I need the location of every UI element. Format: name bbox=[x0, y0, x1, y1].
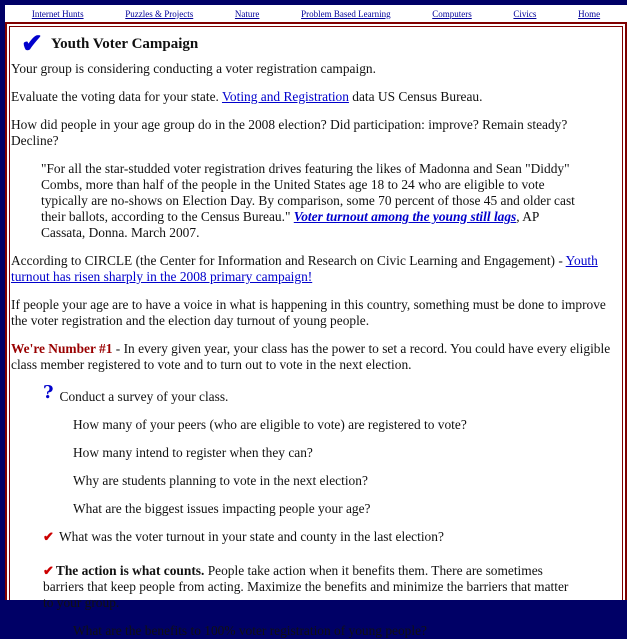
circle-text: According to CIRCLE (the Center for Information and Research on Civic Learning and Engagement) - bbox=[11, 253, 566, 268]
survey-question: How many of your peers (who are eligible to vote) are registered to vote? bbox=[73, 417, 616, 433]
turnout-item bbox=[43, 529, 616, 545]
quote-citation: , AP Cassata, Donna. March 2007. bbox=[41, 209, 539, 240]
voter-turnout-article-link[interactable]: Voter turnout among the young still lags bbox=[294, 209, 517, 224]
content-box bbox=[5, 22, 627, 600]
nav-internet-hunts[interactable]: Internet Hunts bbox=[32, 9, 84, 19]
action-text: People take action when it benefits them. There are sometimes barriers that keep people from acting. Maximize the benefits and minimize the barriers that matter to your group. bbox=[43, 563, 568, 610]
check-icon: ✔ bbox=[15, 31, 49, 57]
content-inner bbox=[9, 26, 623, 600]
action-bold: The action is what counts. bbox=[56, 563, 204, 578]
voting-registration-link[interactable]: Voting and Registration bbox=[222, 89, 349, 104]
evaluate-paragraph bbox=[11, 89, 616, 105]
quote-block bbox=[41, 161, 586, 241]
nav-home[interactable]: Home bbox=[578, 9, 600, 19]
number-one-text: - In every given year, your class has the power to set a record. You could have every eligible class member registered to vote and to turn out to vote in the next election. bbox=[11, 341, 610, 372]
red-check-icon: ✔ bbox=[43, 563, 54, 578]
top-nav bbox=[5, 5, 627, 22]
nav-civics[interactable]: Civics bbox=[513, 9, 536, 19]
number-one-label: We're Number #1 bbox=[11, 341, 112, 356]
youth-turnout-link[interactable]: Youth turnout has risen sharply in the 2008 primary campaign! bbox=[11, 253, 598, 284]
circle-paragraph bbox=[11, 253, 616, 285]
voice-text: If people your age are to have a voice in what is happening in this country, something must be done to improve the voter registration and the election day turnout of young people. bbox=[11, 297, 616, 329]
action-item bbox=[43, 563, 576, 611]
nav-problem-based-learning[interactable]: Problem Based Learning bbox=[301, 9, 390, 19]
survey-label: Conduct a survey of your class. bbox=[60, 385, 229, 405]
page-frame bbox=[5, 5, 627, 600]
number-one-paragraph bbox=[11, 341, 616, 373]
turnout-text: What was the voter turnout in your state and county in the last election? bbox=[59, 529, 444, 544]
survey-question: How many intend to register when they can? bbox=[73, 445, 616, 461]
page-title: Youth Voter Campaign bbox=[51, 36, 198, 52]
intro-text: Your group is considering conducting a voter registration campaign. bbox=[11, 61, 616, 77]
survey-question: What are the biggest issues impacting people your age? bbox=[73, 501, 616, 517]
quote-text: "For all the star-studded voter registration drives featuring the likes of Madonna and Sean "Diddy" Combs, more than half of the people in the United States age 18 to 24 who are eligible to vote typically are no-shows on Election Day. By comparison, some 70 percent of those 45 and older cast their ballots, according to the Census Bureau." bbox=[41, 161, 575, 224]
nav-nature[interactable]: Nature bbox=[235, 9, 260, 19]
title-row bbox=[11, 27, 616, 61]
evaluate-text-after: data US Census Bureau. bbox=[349, 89, 483, 104]
nav-puzzles-projects[interactable]: Puzzles & Projects bbox=[125, 9, 193, 19]
survey-question: Why are students planning to vote in the next election? bbox=[73, 473, 616, 489]
survey-item bbox=[43, 385, 616, 405]
question-text: How did people in your age group do in the 2008 election? Did participation: improve? Remain steady? Decline? bbox=[11, 117, 616, 149]
nav-computers[interactable]: Computers bbox=[432, 9, 472, 19]
evaluate-text: Evaluate the voting data for your state. bbox=[11, 89, 222, 104]
question-mark-icon: ? bbox=[43, 385, 54, 401]
red-check-icon: ✔ bbox=[43, 529, 54, 544]
benefits-question: What are the benefits to 100% voter registration of young people? bbox=[73, 623, 616, 639]
